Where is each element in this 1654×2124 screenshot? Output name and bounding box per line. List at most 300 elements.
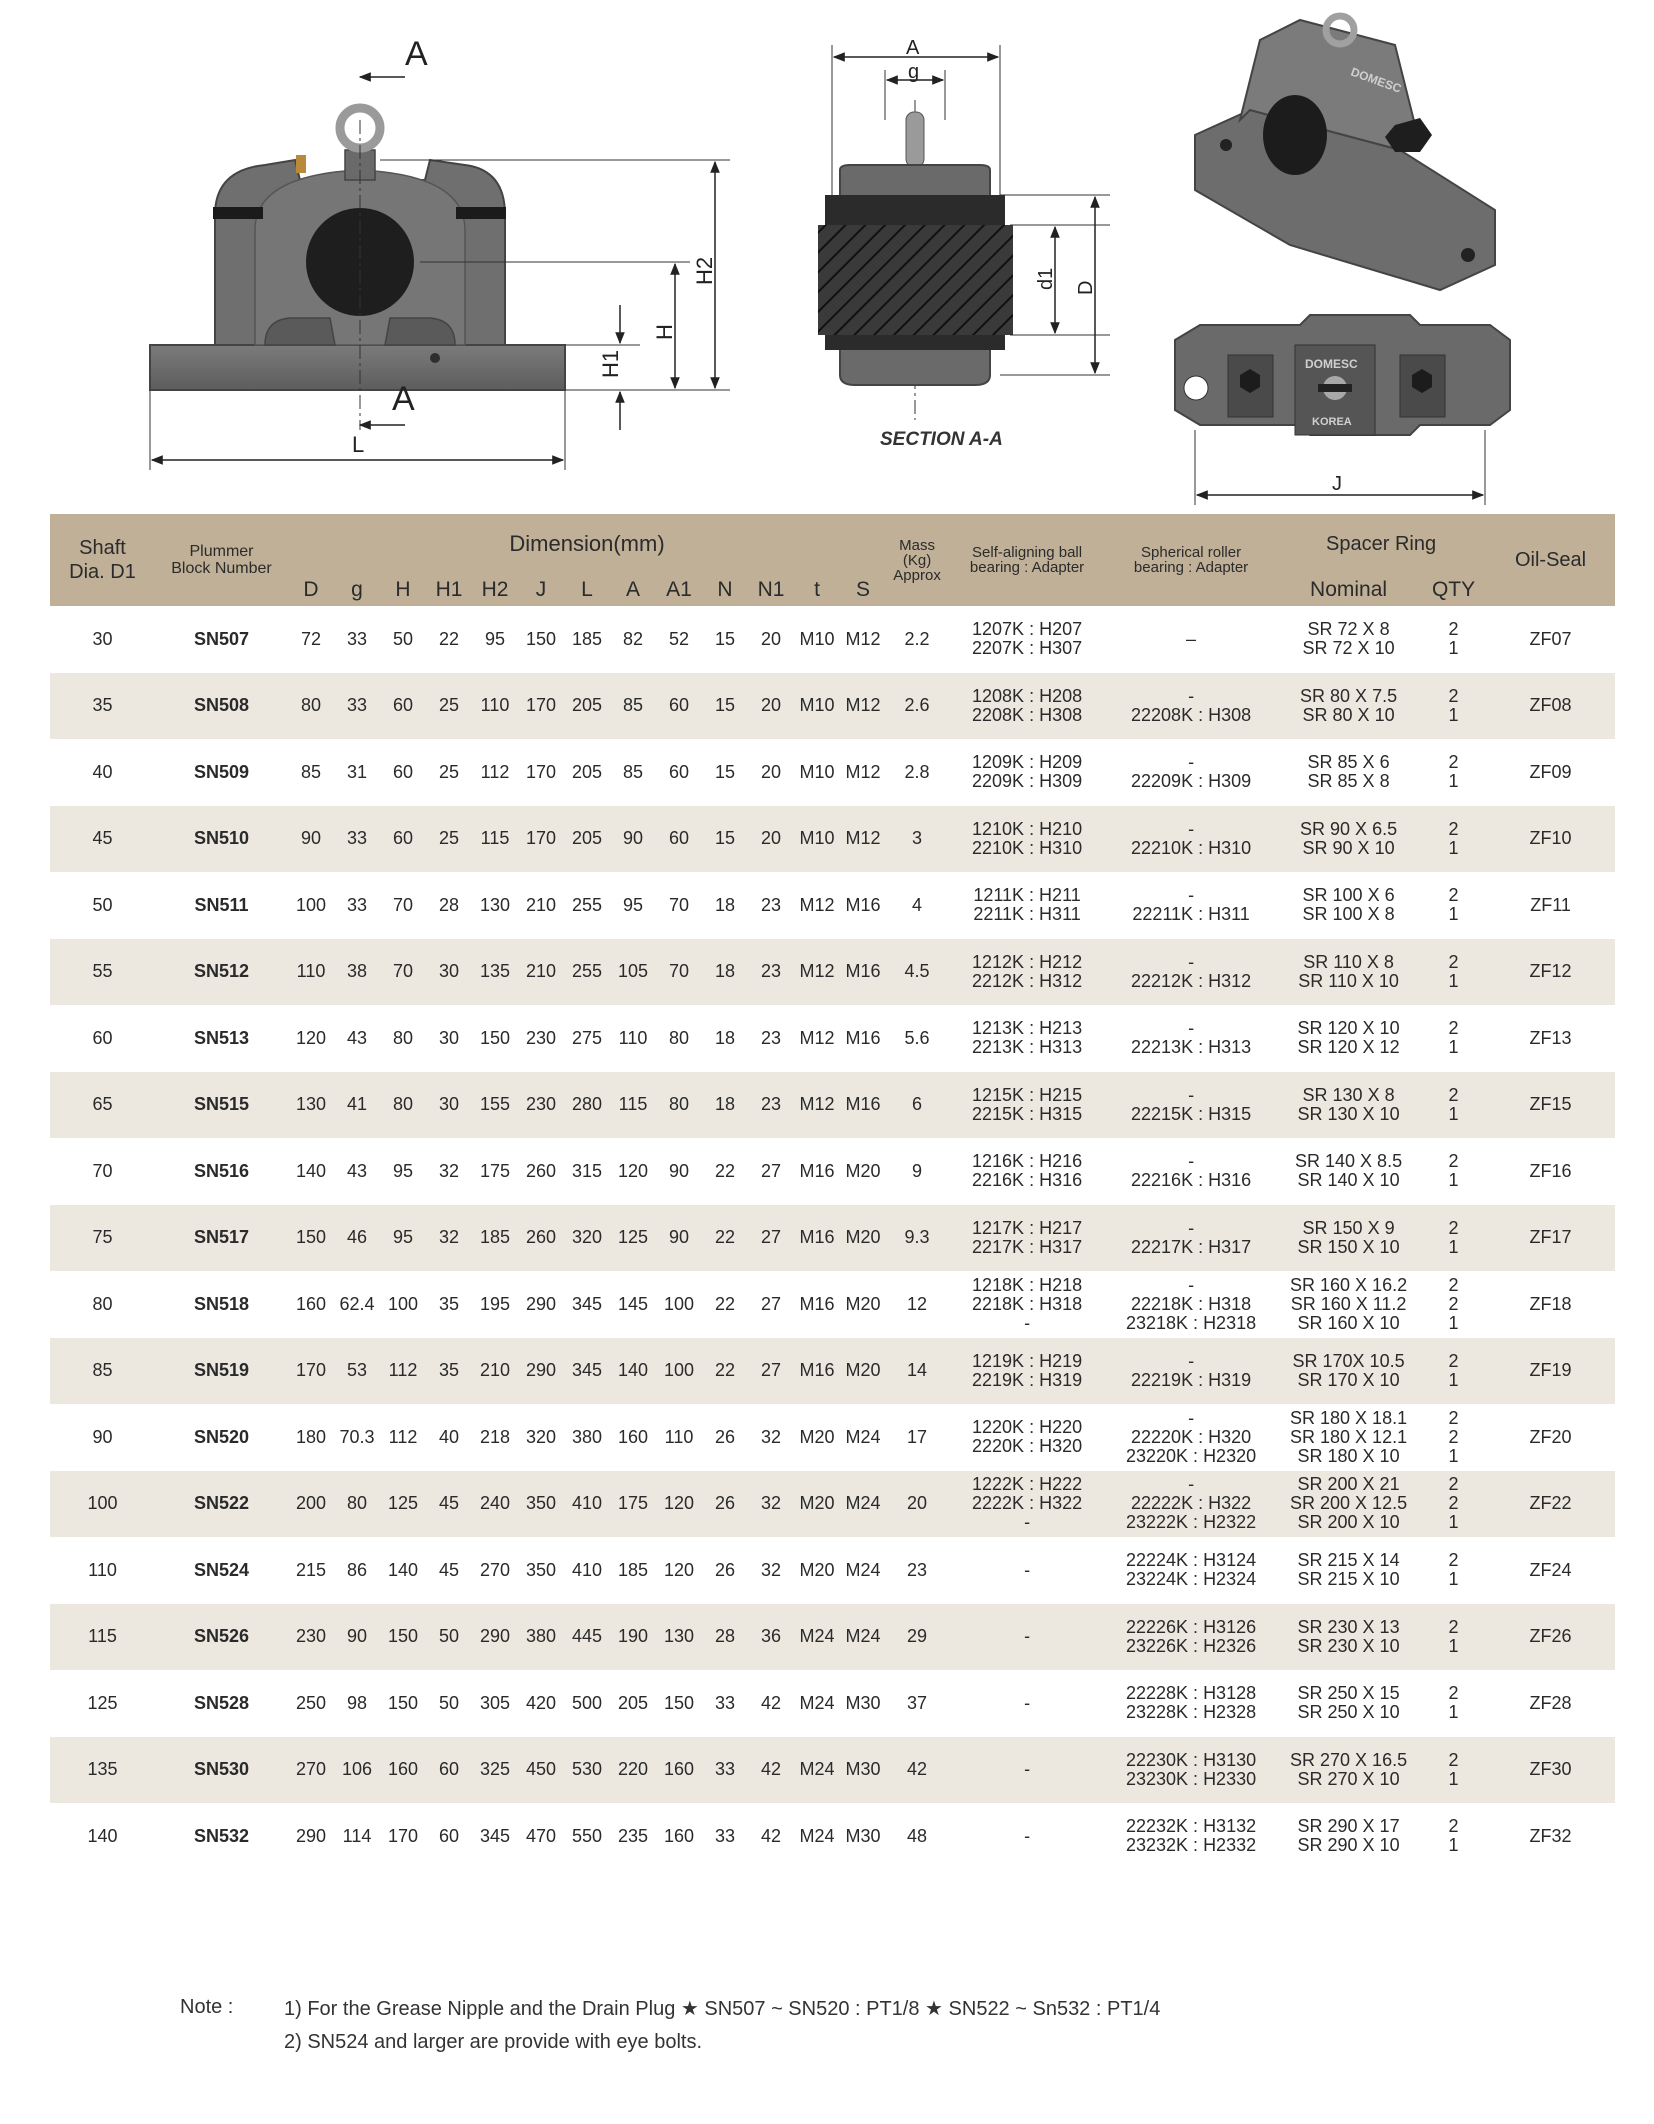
dim-cell-h1: 50 — [438, 1692, 460, 1713]
ball-adapter-cell — [948, 1005, 1106, 1072]
ball-adapter-cell-line: 2212K : H312 — [972, 970, 1083, 991]
dim-cell-h: 60 — [380, 673, 426, 740]
ball-adapter-cell-line: 2216K : H316 — [972, 1170, 1083, 1191]
header-dim-g: g — [334, 574, 380, 606]
roller-adapter-cell — [1106, 1205, 1276, 1272]
dim-cell-h: 70 — [392, 894, 414, 915]
spacer-nominal-cell-line: SR 180 X 12.1 — [1290, 1426, 1408, 1447]
dim-cell-n: 15 — [702, 673, 748, 740]
dim-cell-n1: 32 — [760, 1426, 782, 1447]
spacer-nominal-cell — [1276, 1404, 1421, 1471]
dim-cell-a: 175 — [610, 1471, 656, 1538]
ball-adapter-cell — [948, 739, 1106, 806]
mass-cell: 29 — [886, 1604, 948, 1671]
label-a-bottom: A — [392, 380, 415, 418]
dim-cell-j: 350 — [525, 1559, 557, 1580]
dim-cell-h1: 50 — [426, 1604, 472, 1671]
header-roller-bearing: Spherical roller bearing : Adapter — [1106, 514, 1276, 606]
dim-cell-s: M16 — [845, 1027, 881, 1048]
dim-cell-h1: 60 — [426, 1737, 472, 1804]
ball-adapter-cell-line: - — [1024, 1626, 1031, 1647]
block-number-cell: SN517 — [155, 1205, 288, 1272]
dim-cell-t: M24 — [799, 1692, 835, 1713]
roller-adapter-cell-line: - — [1188, 818, 1195, 839]
dim-cell-n: 33 — [714, 1692, 736, 1713]
ball-adapter-cell-line: 2220K : H320 — [972, 1436, 1083, 1457]
dim-cell-a: 85 — [610, 673, 656, 740]
spacer-nominal-cell-line: SR 170X 10.5 — [1292, 1350, 1405, 1371]
shaft-dia-cell: 40 — [92, 761, 113, 782]
oil-seal-cell: ZF13 — [1529, 1027, 1572, 1048]
spacer-qty-cell-line: 1 — [1448, 1037, 1459, 1058]
dim-cell-s: M20 — [840, 1205, 886, 1272]
dim-cell-a1: 100 — [656, 1338, 702, 1405]
block-number-cell: SN524 — [193, 1559, 250, 1580]
dim-cell-n1: 20 — [760, 761, 782, 782]
shaft-dia-cell: 85 — [50, 1338, 155, 1405]
dim-cell-a: 145 — [617, 1293, 649, 1314]
dim-cell-h1: 30 — [426, 939, 472, 1006]
spacer-qty-cell-line: 2 — [1448, 1293, 1459, 1314]
dim-cell-n1: 27 — [748, 1205, 794, 1272]
oil-seal-cell: ZF20 — [1529, 1426, 1572, 1447]
spacer-qty-cell-line: 2 — [1448, 1350, 1459, 1371]
spacer-qty-cell — [1421, 1072, 1486, 1139]
roller-adapter-cell-line: - — [1188, 1217, 1195, 1238]
dim-cell-j: 420 — [525, 1692, 557, 1713]
oil-seal-cell: ZF15 — [1486, 1072, 1615, 1139]
ball-adapter-cell — [948, 1537, 1106, 1604]
roller-adapter-cell-line: – — [1186, 628, 1197, 649]
shaft-dia-cell: 35 — [50, 673, 155, 740]
dim-cell-l: 530 — [564, 1737, 610, 1804]
block-number-cell: SN515 — [155, 1072, 288, 1139]
dim-cell-n: 18 — [702, 939, 748, 1006]
spacer-nominal-cell — [1276, 1338, 1421, 1405]
ball-adapter-cell-line: 2222K : H322 — [972, 1493, 1083, 1514]
dim-cell-h: 60 — [380, 806, 426, 873]
ball-adapter-cell-line: 1210K : H210 — [972, 818, 1083, 839]
header-dim-n1: N1 — [748, 574, 794, 606]
ball-adapter-cell-line: - — [1024, 1559, 1031, 1580]
spacer-qty-cell-line: 1 — [1448, 1569, 1459, 1590]
oil-seal-cell: ZF10 — [1486, 806, 1615, 873]
spacer-nominal-cell-line: SR 160 X 16.2 — [1290, 1274, 1408, 1295]
ball-adapter-cell-line: 1213K : H213 — [972, 1018, 1083, 1039]
dim-cell-l: 320 — [564, 1205, 610, 1272]
dim-cell-h1: 25 — [438, 761, 460, 782]
spacer-qty-cell — [1421, 1138, 1486, 1205]
dim-cell-s: M24 — [845, 1426, 881, 1447]
dim-cell-h: 60 — [392, 761, 414, 782]
dim-cell-l: 345 — [571, 1293, 603, 1314]
dim-cell-s: M24 — [840, 1604, 886, 1671]
roller-adapter-cell-line: 22212K : H312 — [1131, 970, 1252, 991]
dim-cell-d: 270 — [288, 1737, 334, 1804]
spacer-nominal-cell-line: SR 85 X 6 — [1307, 752, 1390, 773]
note-label: Note : — [180, 1996, 234, 2018]
header-qty: QTY — [1421, 574, 1486, 606]
dim-cell-h: 80 — [380, 1072, 426, 1139]
ball-adapter-cell-line: 1219K : H219 — [972, 1350, 1083, 1371]
dim-cell-d: 215 — [295, 1559, 327, 1580]
block-number-cell: SN518 — [193, 1293, 250, 1314]
block-number-cell: SN530 — [155, 1737, 288, 1804]
spacer-nominal-cell — [1276, 1537, 1421, 1604]
dim-cell-l: 500 — [571, 1692, 603, 1713]
dim-cell-a: 205 — [617, 1692, 649, 1713]
roller-adapter-cell-line: 22217K : H317 — [1131, 1236, 1252, 1257]
header-dim-s: S — [840, 574, 886, 606]
dim-cell-a: 190 — [610, 1604, 656, 1671]
dim-cell-s: M24 — [845, 1559, 881, 1580]
mass-cell: 14 — [886, 1338, 948, 1405]
dim-cell-d: 230 — [288, 1604, 334, 1671]
mass-cell: 23 — [907, 1559, 928, 1580]
roller-adapter-cell — [1106, 739, 1276, 806]
spacer-nominal-cell-line: SR 170 X 10 — [1297, 1369, 1400, 1390]
dim-cell-j: 350 — [518, 1471, 564, 1538]
dim-cell-h: 112 — [380, 1338, 426, 1405]
mass-cell: 20 — [886, 1471, 948, 1538]
spacer-qty-cell-line: 1 — [1448, 1103, 1459, 1124]
shaft-dia-cell: 50 — [92, 894, 113, 915]
block-number-cell: SN532 — [193, 1825, 250, 1846]
ball-adapter-cell-line: 2213K : H313 — [972, 1037, 1083, 1058]
spacer-nominal-cell-line: SR 80 X 7.5 — [1300, 685, 1398, 706]
ball-adapter-cell — [948, 1338, 1106, 1405]
dim-cell-s: M12 — [845, 761, 881, 782]
spacer-qty-cell-line: 2 — [1448, 1616, 1459, 1637]
spacer-qty-cell-line: 2 — [1448, 1816, 1459, 1837]
spacer-nominal-cell — [1276, 1138, 1421, 1205]
shaft-dia-cell: 60 — [92, 1027, 113, 1048]
spacer-qty-cell — [1421, 606, 1486, 673]
dim-cell-d: 110 — [288, 939, 334, 1006]
spacer-nominal-cell-line: SR 140 X 8.5 — [1295, 1151, 1403, 1172]
dim-cell-a1: 80 — [668, 1027, 690, 1048]
roller-adapter-cell — [1106, 806, 1276, 873]
dim-cell-h2: 305 — [479, 1692, 511, 1713]
ball-adapter-cell — [948, 1072, 1106, 1139]
dim-cell-l: 280 — [564, 1072, 610, 1139]
header-nominal: Nominal — [1276, 574, 1421, 606]
dim-cell-n1: 36 — [748, 1604, 794, 1671]
roller-adapter-cell — [1106, 939, 1276, 1006]
dim-cell-h2: 195 — [479, 1293, 511, 1314]
note-line-1: 1) For the Grease Nipple and the Drain Plug ★ SN507 ~ SN520 : PT1/8 ★ SN522 ~ Sn532 : PT1/4 — [284, 1998, 1161, 2020]
oil-seal-cell: ZF16 — [1529, 1160, 1572, 1181]
roller-adapter-cell — [1106, 1005, 1276, 1072]
block-number-cell: SN512 — [155, 939, 288, 1006]
dim-cell-a1: 160 — [656, 1737, 702, 1804]
ball-adapter-cell-line: 1211K : H211 — [973, 885, 1081, 906]
dim-cell-a: 120 — [617, 1160, 649, 1181]
spacer-qty-cell-line: 2 — [1448, 1407, 1459, 1428]
header-oil-seal: Oil-Seal — [1486, 514, 1615, 606]
block-number-cell: SN519 — [155, 1338, 288, 1405]
ball-adapter-cell — [948, 1803, 1106, 1870]
mass-cell: 2.2 — [904, 628, 930, 649]
roller-adapter-cell-line: 23218K : H2318 — [1126, 1312, 1257, 1333]
dim-cell-s: M12 — [840, 673, 886, 740]
dim-cell-n: 22 — [714, 1293, 736, 1314]
dim-cell-a1: 120 — [663, 1559, 695, 1580]
dim-cell-n1: 27 — [748, 1338, 794, 1405]
dim-cell-l: 255 — [571, 894, 603, 915]
ball-adapter-cell-line: - — [1024, 1825, 1031, 1846]
dim-cell-h1: 28 — [438, 894, 460, 915]
dim-cell-h1: 32 — [438, 1160, 460, 1181]
spacer-qty-cell — [1421, 1737, 1486, 1804]
roller-adapter-cell-line: 22224K : H3124 — [1126, 1550, 1257, 1571]
label-a-top: A — [405, 35, 428, 73]
dim-cell-h1: 35 — [426, 1338, 472, 1405]
block-number-cell: SN507 — [193, 628, 250, 649]
header-spacer-ring: Spacer Ring — [1276, 514, 1486, 574]
spacer-nominal-cell-line: SR 230 X 10 — [1297, 1635, 1400, 1656]
section-view-drawing — [818, 37, 1110, 450]
table-row — [50, 1271, 1615, 1338]
dim-cell-h: 160 — [380, 1737, 426, 1804]
plummer-block-spec-table — [50, 514, 1615, 1870]
top-brand-text: DOMESC — [1305, 357, 1358, 371]
ball-adapter-cell-line: 1215K : H215 — [972, 1084, 1083, 1105]
ball-adapter-cell-line: 1220K : H220 — [972, 1417, 1083, 1438]
technical-drawings — [0, 0, 1654, 510]
dim-cell-j: 230 — [518, 1072, 564, 1139]
dim-cell-n: 22 — [702, 1338, 748, 1405]
mass-cell: 4.5 — [886, 939, 948, 1006]
spacer-nominal-cell-line: SR 130 X 8 — [1302, 1084, 1395, 1105]
ball-adapter-cell — [948, 872, 1106, 939]
dim-cell-l: 550 — [571, 1825, 603, 1846]
dim-cell-h: 95 — [392, 1160, 414, 1181]
dim-cell-h: 125 — [380, 1471, 426, 1538]
roller-adapter-cell-line: 22228K : H3128 — [1126, 1683, 1257, 1704]
mass-cell: 9.3 — [886, 1205, 948, 1272]
spacer-qty-cell-line: 2 — [1448, 1683, 1459, 1704]
shaft-dia-cell: 135 — [50, 1737, 155, 1804]
spacer-qty-cell-line: 2 — [1448, 818, 1459, 839]
spacer-nominal-cell-line: SR 180 X 18.1 — [1290, 1407, 1408, 1428]
shaft-dia-cell: 55 — [50, 939, 155, 1006]
dim-cell-t: M20 — [794, 1471, 840, 1538]
dim-cell-g: 98 — [346, 1692, 368, 1713]
dim-cell-a1: 60 — [656, 806, 702, 873]
spacer-qty-cell — [1421, 1471, 1486, 1538]
block-number-cell: SN508 — [155, 673, 288, 740]
dim-cell-h2: 290 — [472, 1604, 518, 1671]
dim-cell-a1: 130 — [656, 1604, 702, 1671]
header-dim-d: D — [288, 574, 334, 606]
dim-cell-h2: 270 — [479, 1559, 511, 1580]
dim-cell-n1: 23 — [748, 939, 794, 1006]
oil-seal-cell: ZF32 — [1529, 1825, 1572, 1846]
dim-cell-d: 160 — [295, 1293, 327, 1314]
table-row — [50, 939, 1615, 1006]
dim-cell-j: 230 — [525, 1027, 557, 1048]
dim-cell-s: M30 — [845, 1825, 881, 1846]
label-d1: d1 — [1035, 267, 1057, 290]
roller-adapter-cell-line: 23220K : H2320 — [1126, 1445, 1257, 1466]
spacer-qty-cell — [1421, 1670, 1486, 1737]
spacer-nominal-cell-line: SR 200 X 21 — [1297, 1474, 1400, 1495]
spacer-nominal-cell — [1276, 1670, 1421, 1737]
table-row — [50, 1803, 1615, 1870]
oil-seal-cell: ZF12 — [1486, 939, 1615, 1006]
dim-cell-n: 28 — [702, 1604, 748, 1671]
spacer-nominal-cell — [1276, 1205, 1421, 1272]
spacer-nominal-cell-line: SR 215 X 10 — [1297, 1569, 1400, 1590]
dim-cell-s: M20 — [845, 1160, 881, 1181]
mass-cell: 4 — [912, 894, 923, 915]
roller-adapter-cell-line: - — [1188, 1407, 1195, 1428]
table-row — [50, 1471, 1615, 1538]
spacer-nominal-cell — [1276, 1005, 1421, 1072]
roller-adapter-cell — [1106, 1604, 1276, 1671]
mass-cell: 5.6 — [904, 1027, 930, 1048]
dim-cell-a1: 90 — [668, 1160, 690, 1181]
header-dim-h1: H1 — [426, 574, 472, 606]
spacer-nominal-cell-line: SR 85 X 8 — [1307, 771, 1390, 792]
dim-cell-a: 110 — [618, 1027, 648, 1048]
roller-adapter-cell-line: 22219K : H319 — [1131, 1369, 1252, 1390]
mass-cell: 12 — [907, 1293, 928, 1314]
spacer-qty-cell-line: 1 — [1448, 1369, 1459, 1390]
spacer-qty-cell-line: 2 — [1448, 1217, 1459, 1238]
roller-adapter-cell-line: 23228K : H2328 — [1126, 1702, 1257, 1723]
dim-cell-n: 15 — [702, 806, 748, 873]
dim-cell-n: 33 — [714, 1825, 736, 1846]
table-row — [50, 1005, 1615, 1072]
dim-cell-a1: 80 — [656, 1072, 702, 1139]
dim-cell-a1: 52 — [668, 628, 690, 649]
mass-cell: 3 — [886, 806, 948, 873]
dim-cell-t: M24 — [794, 1737, 840, 1804]
table-row — [50, 673, 1615, 740]
dim-cell-j: 170 — [525, 761, 557, 782]
table-row — [50, 1138, 1615, 1205]
dim-cell-s: M12 — [840, 806, 886, 873]
spacer-nominal-cell-line: SR 72 X 8 — [1307, 619, 1390, 640]
dim-cell-d: 140 — [295, 1160, 327, 1181]
dim-cell-l: 255 — [564, 939, 610, 1006]
front-view-drawing — [150, 35, 730, 470]
table-row — [50, 872, 1615, 939]
spacer-nominal-cell-line: SR 250 X 10 — [1297, 1702, 1400, 1723]
table-row — [50, 606, 1615, 673]
spacer-nominal-cell-line: SR 160 X 10 — [1297, 1312, 1400, 1333]
spacer-nominal-cell-line: SR 215 X 14 — [1297, 1550, 1400, 1571]
roller-adapter-cell-line: 23222K : H2322 — [1126, 1512, 1257, 1533]
roller-adapter-cell — [1106, 606, 1276, 673]
shaft-dia-cell: 140 — [87, 1825, 118, 1846]
dim-cell-n: 26 — [714, 1559, 736, 1580]
label-j: J — [1332, 473, 1342, 495]
dim-cell-t: M12 — [794, 939, 840, 1006]
dim-cell-l: 185 — [571, 628, 603, 649]
dim-cell-h1: 30 — [426, 1072, 472, 1139]
spacer-qty-cell-line: 1 — [1448, 1835, 1459, 1856]
ball-adapter-cell-line: 2218K : H318 — [972, 1293, 1083, 1314]
dim-cell-l: 410 — [571, 1559, 603, 1580]
dim-cell-g: 43 — [346, 1027, 368, 1048]
spacer-qty-cell — [1421, 1803, 1486, 1870]
oil-seal-cell: ZF19 — [1486, 1338, 1615, 1405]
roller-adapter-cell-line: - — [1188, 1350, 1195, 1371]
dim-cell-t: M10 — [794, 673, 840, 740]
dim-cell-l: 205 — [564, 806, 610, 873]
dim-cell-n: 18 — [714, 894, 736, 915]
dim-cell-d: 290 — [295, 1825, 327, 1846]
ball-adapter-cell-line: 2207K : H307 — [972, 638, 1083, 659]
dim-cell-s: M30 — [845, 1692, 881, 1713]
note-line-2: 2) SN524 and larger are provide with eye bolts. — [284, 2031, 703, 2053]
table-row — [50, 1737, 1615, 1804]
dim-cell-j: 470 — [525, 1825, 557, 1846]
dim-cell-s: M30 — [840, 1737, 886, 1804]
roller-adapter-cell-line: 22208K : H308 — [1131, 704, 1252, 725]
spacer-nominal-cell — [1276, 806, 1421, 873]
spacer-nominal-cell-line: SR 290 X 17 — [1297, 1816, 1400, 1837]
dim-cell-g: 86 — [346, 1559, 368, 1580]
spacer-qty-cell-line: 1 — [1448, 1635, 1459, 1656]
table-row — [50, 739, 1615, 806]
spacer-qty-cell-line: 1 — [1448, 1768, 1459, 1789]
dim-cell-n: 26 — [714, 1426, 736, 1447]
ball-adapter-cell — [948, 1604, 1106, 1671]
ball-adapter-cell — [948, 1205, 1106, 1272]
dim-cell-h1: 25 — [426, 673, 472, 740]
block-number-cell: SN509 — [193, 761, 250, 782]
dim-cell-g: 70.3 — [339, 1426, 375, 1447]
dim-cell-h1: 60 — [438, 1825, 460, 1846]
ball-adapter-cell — [948, 1471, 1106, 1538]
dim-cell-a: 115 — [610, 1072, 656, 1139]
dim-cell-g: 33 — [346, 894, 368, 915]
table-row — [50, 1404, 1615, 1471]
spacer-qty-cell — [1421, 806, 1486, 873]
roller-adapter-cell — [1106, 1670, 1276, 1737]
dim-cell-h2: 112 — [480, 761, 510, 782]
block-number-cell: SN513 — [193, 1027, 250, 1048]
spacer-qty-cell — [1421, 1338, 1486, 1405]
roller-adapter-cell-line: 22232K : H3132 — [1126, 1816, 1257, 1837]
ball-adapter-cell — [948, 1271, 1106, 1338]
dim-cell-s: M24 — [840, 1471, 886, 1538]
spacer-qty-cell-line: 1 — [1448, 1312, 1459, 1333]
mass-cell: 17 — [907, 1426, 928, 1447]
spacer-qty-cell-line: 2 — [1448, 885, 1459, 906]
dim-cell-h: 70 — [380, 939, 426, 1006]
ball-adapter-cell-line: 2215K : H315 — [972, 1103, 1083, 1124]
spacer-qty-cell-line: 1 — [1448, 1170, 1459, 1191]
dim-cell-t: M24 — [799, 1825, 835, 1846]
spacer-nominal-cell — [1276, 939, 1421, 1006]
dim-cell-l: 345 — [564, 1338, 610, 1405]
dim-cell-d: 130 — [288, 1072, 334, 1139]
ball-adapter-cell-line: 2210K : H310 — [972, 837, 1083, 858]
dim-cell-t: M16 — [794, 1338, 840, 1405]
spacer-qty-cell-line: 2 — [1448, 1084, 1459, 1105]
spacer-qty-cell-line: 2 — [1448, 1474, 1459, 1495]
top-view-drawing — [1175, 315, 1510, 505]
header-plummer: Plummer Block Number — [155, 514, 288, 606]
shaft-dia-cell: 70 — [92, 1160, 113, 1181]
spacer-nominal-cell-line: SR 200 X 10 — [1297, 1512, 1400, 1533]
roller-adapter-cell — [1106, 1803, 1276, 1870]
